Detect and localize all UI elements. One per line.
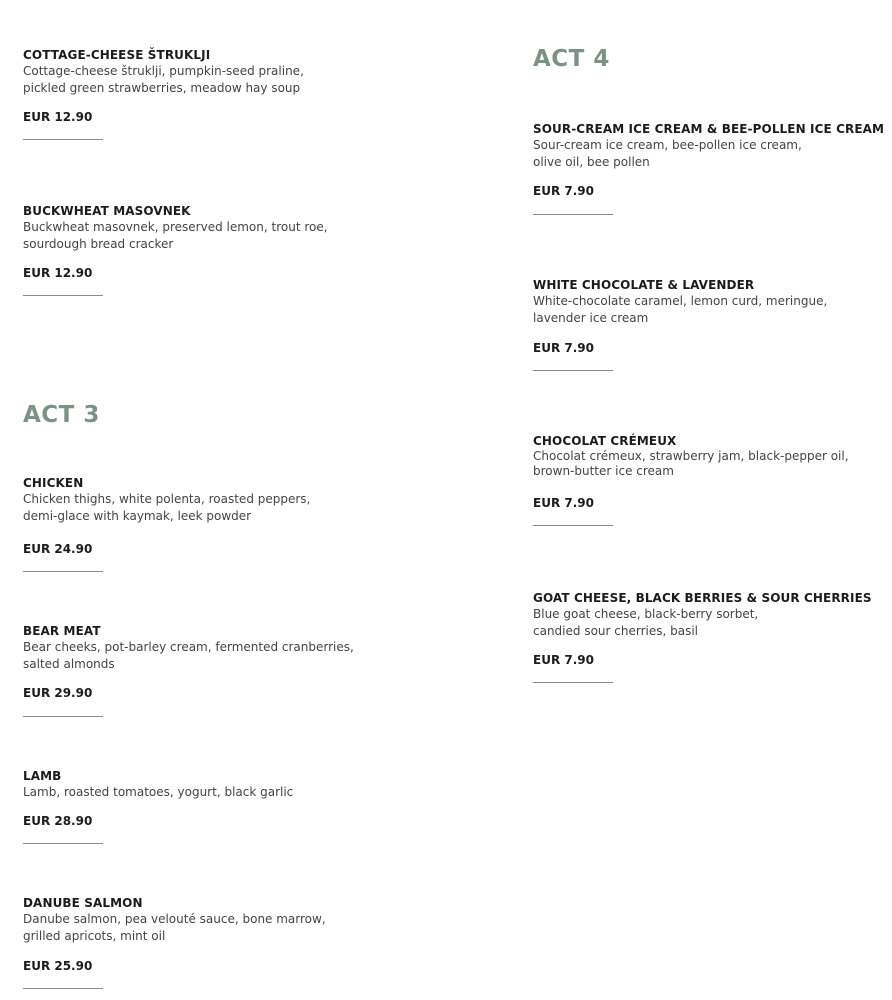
menu-item-chocolat-cremeux — [533, 433, 888, 510]
menu-item-lamb — [23, 768, 443, 828]
menu-item-name: COTTAGE-CHEESE ŠTRUKLJI — [23, 48, 211, 62]
menu-item-bear-meat — [23, 623, 443, 700]
menu-item-price: EUR 12.90 — [23, 266, 93, 280]
menu-item-price: EUR 7.90 — [533, 653, 594, 667]
menu-item-divider — [533, 370, 613, 371]
menu-item-divider — [533, 214, 613, 215]
menu-item-divider — [533, 525, 613, 526]
menu-item-white-chocolate-lavender — [533, 277, 888, 355]
menu-item-description: White-chocolate caramel, lemon curd, meringue, lavender ice cream — [533, 294, 828, 325]
act-4-heading: ACT 4 — [533, 46, 610, 72]
menu-item-divider — [23, 843, 103, 844]
menu-item-cottage-cheese-struklji — [23, 47, 443, 124]
menu-item-divider — [533, 682, 613, 683]
menu-item-description: Danube salmon, pea velouté sauce, bone marrow, grilled apricots, mint oil — [23, 912, 326, 943]
menu-item-description: Sour-cream ice cream, bee-pollen ice cream, olive oil, bee pollen — [533, 138, 802, 169]
menu-item-name: LAMB — [23, 769, 62, 783]
menu-item-chicken — [23, 475, 443, 556]
menu-item-name: CHOCOLAT CRÉMEUX — [533, 434, 677, 448]
menu-item-sour-cream-ice-cream — [533, 121, 888, 198]
menu-item-price: EUR 29.90 — [23, 686, 93, 700]
menu-item-name: BEAR MEAT — [23, 624, 101, 638]
menu-item-description: Bear cheeks, pot-barley cream, fermented cranberries, salted almonds — [23, 640, 354, 671]
menu-item-name: DANUBE SALMON — [23, 896, 143, 910]
menu-item-price: EUR 24.90 — [23, 542, 93, 556]
menu-item-danube-salmon — [23, 895, 443, 973]
menu-item-name: CHICKEN — [23, 476, 84, 490]
menu-item-price: EUR 28.90 — [23, 814, 93, 828]
menu-item-description: Chocolat crémeux, strawberry jam, black-pepper oil, brown-butter ice cream — [533, 449, 849, 478]
menu-item-divider — [23, 139, 103, 140]
menu-item-description: Blue goat cheese, black-berry sorbet, candied sour cherries, basil — [533, 607, 759, 638]
menu-item-price: EUR 7.90 — [533, 341, 594, 355]
menu-item-price: EUR 7.90 — [533, 496, 594, 510]
menu-item-price: EUR 7.90 — [533, 184, 594, 198]
menu-item-divider — [23, 716, 103, 717]
menu-item-goat-cheese — [533, 590, 888, 667]
menu-item-divider — [23, 295, 103, 296]
menu-item-description: Cottage-cheese štruklji, pumpkin-seed praline, pickled green strawberries, meadow hay soup — [23, 64, 304, 95]
menu-item-name: WHITE CHOCOLATE & LAVENDER — [533, 278, 755, 292]
act-3-heading: ACT 3 — [23, 402, 100, 428]
menu-item-description: Lamb, roasted tomatoes, yogurt, black garlic — [23, 785, 294, 799]
menu-item-buckwheat-masovnek — [23, 203, 443, 280]
menu-item-price: EUR 12.90 — [23, 110, 93, 124]
menu-item-price: EUR 25.90 — [23, 959, 93, 973]
menu-item-name: GOAT CHEESE, BLACK BERRIES & SOUR CHERRIES — [533, 591, 872, 605]
menu-item-description: Chicken thighs, white polenta, roasted peppers, demi-glace with kaymak, leek powder — [23, 492, 311, 523]
menu-item-description: Buckwheat masovnek, preserved lemon, trout roe, sourdough bread cracker — [23, 220, 328, 251]
menu-item-name: SOUR-CREAM ICE CREAM & BEE-POLLEN ICE CREAM — [533, 122, 885, 136]
menu-item-divider — [23, 988, 103, 989]
menu-item-divider — [23, 571, 103, 572]
menu-item-name: BUCKWHEAT MASOVNEK — [23, 204, 191, 218]
